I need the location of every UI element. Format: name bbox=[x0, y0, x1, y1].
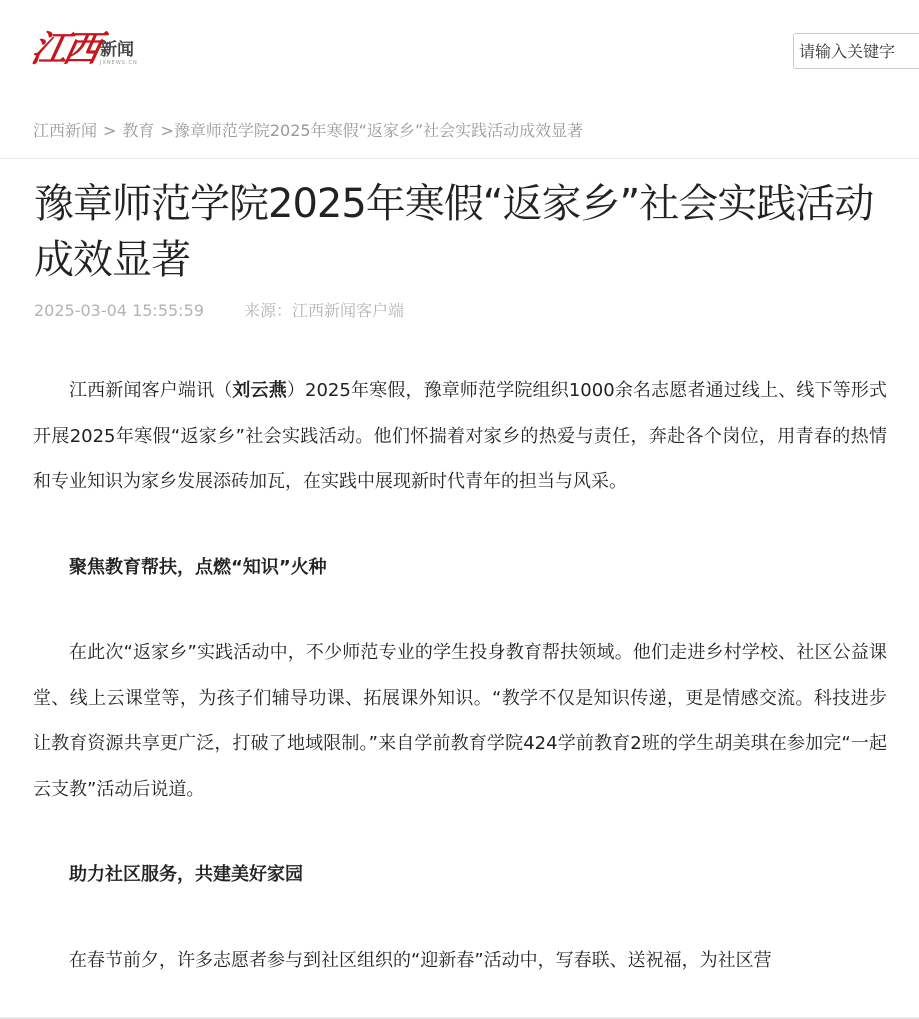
intro-prefix: 江西新闻客户端讯（ bbox=[69, 380, 233, 401]
logo-wordmark bbox=[100, 40, 138, 66]
breadcrumb-separator: > bbox=[103, 121, 117, 140]
article-body bbox=[33, 368, 887, 983]
reporter-name: 刘云燕 bbox=[232, 380, 287, 401]
education-paragraph: 在此次“返家乡”实践活动中，不少师范专业的学生投身教育帮扶领域。他们走进乡村学校、社区公益课堂、线上云课堂等，为孩子们辅导功课、拓展课外知识。“教学不仅是知识传递，更是情感交流。科技进步让教育资源共享更广泛，打破了地域限制。”来自学前教育学院424学前教育2班的学生胡美琪在参加完“一起云支教”活动后说道。 bbox=[33, 642, 887, 800]
section-heading-community: 助力社区服务，共建美好家园 bbox=[69, 864, 303, 885]
article-source: 来源：江西新闻客户端 bbox=[243, 301, 404, 320]
breadcrumb-education-link[interactable]: 教育 bbox=[122, 121, 155, 140]
breadcrumb-home-link[interactable]: 江西新闻 bbox=[33, 121, 98, 140]
breadcrumb-separator: > bbox=[160, 121, 174, 140]
breadcrumb bbox=[33, 120, 583, 142]
article-meta bbox=[34, 300, 404, 322]
site-logo[interactable] bbox=[27, 28, 144, 76]
logo-script: 江西 bbox=[27, 28, 101, 70]
intro-paragraph bbox=[33, 368, 887, 505]
section-heading-education: 聚焦教育帮扶，点燃“知识”火种 bbox=[69, 556, 327, 578]
article-title: 豫章师范学院2025年寒假“返家乡”社会实践活动成效显著 bbox=[34, 181, 874, 283]
intro-text: ）2025年寒假，豫章师范学院组织1000余名志愿者通过线上、线下等形式开展2025年寒假“返家乡”社会实践活动。他们怀揣着对家乡的热爱与责任，奔赴各个岗位，用青春的热情和专业知识为家乡发展添砖加瓦，在实践中展现新时代青年的担当与风采。 bbox=[33, 380, 887, 492]
community-paragraph: 在春节前夕，许多志愿者参与到社区组织的“迎新春”活动中，写春联、送祝福，为社区营 bbox=[69, 949, 772, 971]
breadcrumb-current: 豫章师范学院2025年寒假“返家乡”社会实践活动成效显著 bbox=[173, 121, 584, 140]
search-input[interactable] bbox=[793, 33, 919, 69]
logo-text: 新闻 bbox=[100, 40, 135, 60]
logo-domain: JXNEWS.CN bbox=[100, 60, 138, 66]
header-divider bbox=[0, 158, 919, 159]
article-datetime: 2025-03-04 15:55:59 bbox=[34, 301, 204, 320]
